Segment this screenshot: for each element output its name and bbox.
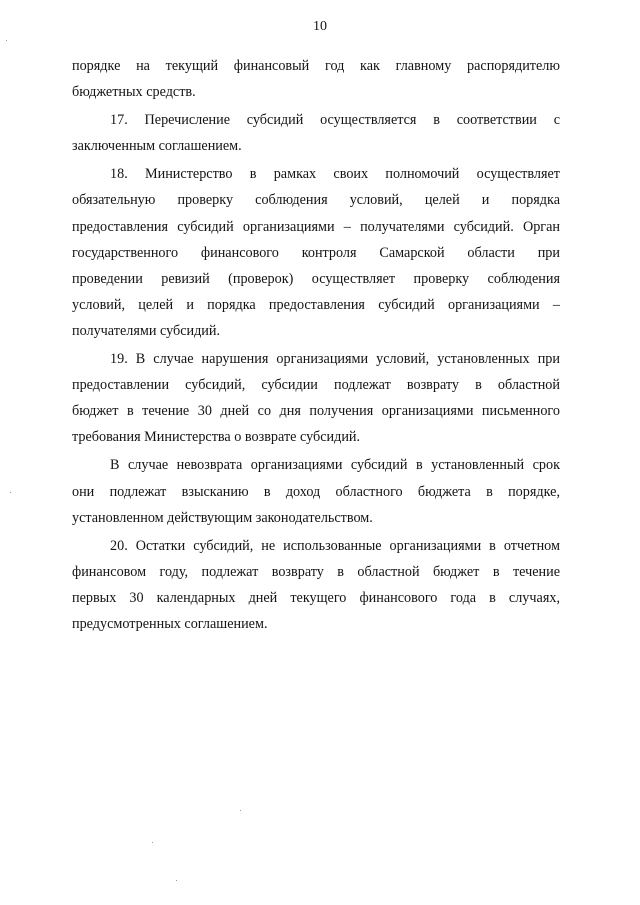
text-line: порядке на текущий финансовый год как главному распорядителю [72,58,560,74]
scan-speck [152,842,153,843]
paragraph-17 [72,109,560,161]
text-line: предусмотренных соглашением. [72,615,268,632]
text-line: В случае невозврата организациями субсидий в установленный срок [110,457,560,474]
text-line: заключенным соглашением. [72,138,242,155]
text-line: требования Министерства о возврате субсидий. [72,429,361,446]
paragraph-19-second [72,454,560,532]
text-line: бюджетных средств. [72,84,196,101]
paragraph-18 [72,163,560,346]
text-line: 20. Остатки субсидий, не использованные организациями в отчетном [110,537,560,554]
text-line: первых 30 календарных дней текущего финансового года в случаях, [72,589,560,606]
text-line: 19. В случае нарушения организациями условий, установленных при [110,351,560,368]
paragraph-19 [72,348,560,452]
page-number: 10 [313,19,327,34]
text-line: 18. Министерство в рамках своих полномочий осуществляет [110,166,560,183]
scan-speck [240,810,241,811]
text-line: обязательную проверку соблюдения условий, целей и порядка [72,192,560,209]
text-line: предоставлении субсидий, субсидии подлежат возврату в областной [72,377,560,394]
document-body [72,55,560,639]
text-line: государственного финансового контроля Самарской области при [72,244,560,261]
text-line: 17. Перечисление субсидий осуществляется в соответствии с [110,112,560,129]
text-line: проведении ревизий (проверок) осуществляет проверку соблюдения [72,270,560,287]
scan-speck [176,880,177,881]
text-line: финансовом году, подлежат возврату в областной бюджет в течение [72,563,560,580]
scan-speck [10,492,11,493]
text-line: получателями субсидий. [72,322,221,339]
text-line: они подлежат взысканию в доход областного бюджета в порядке, [72,483,560,500]
text-line: установленном действующим законодательством. [72,509,373,526]
text-line: предоставления субсидий организациями – получателями субсидий. Орган [72,218,560,235]
text-line: условий, целей и порядка предоставления субсидий организациями – [72,296,560,313]
paragraph-16-continuation [72,55,560,107]
scan-speck [6,40,7,41]
text-line: бюджет в течение 30 дней со дня получения организациями письменного [72,403,560,420]
paragraph-20 [72,535,560,639]
